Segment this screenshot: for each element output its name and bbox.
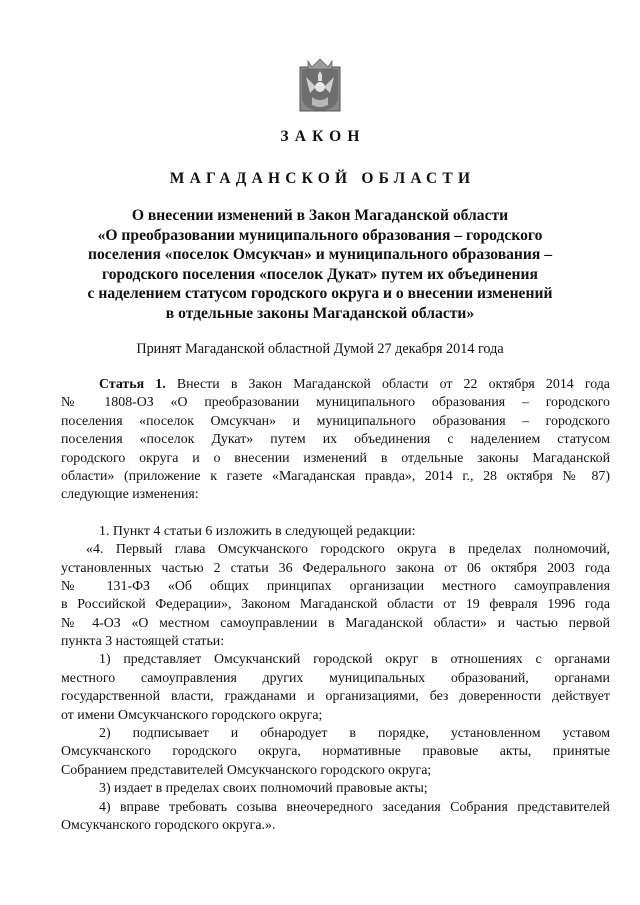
paragraph-4-line: № 4-ОЗ «О местном самоуправлении в Магаданской области» и частью первой [61, 615, 610, 631]
article-1-line: № 1808-ОЗ «О преобразовании муниципального образования – городского [61, 395, 610, 411]
paragraph-4-line: в Российской Федерации», Законом Магаданской области от 19 февраля 1996 года [61, 597, 610, 613]
article-1-line: области» (приложение к газете «Магаданская правда», 2014 г., 28 октября № 87) [61, 468, 610, 484]
title-line: городского поселения «поселок Дукат» путем их объединения [102, 265, 538, 283]
law-heading: ЗАКОН [280, 128, 366, 145]
article-1-line: следующие изменения: [61, 487, 199, 503]
title-line: с наделением статусом городского округа и о внесении изменений [87, 285, 553, 303]
subitem-1-line: местного самоуправления других муниципальных образований, органами [61, 670, 610, 686]
article-1-line: городского округа и о внесении изменений в отдельные законы Магаданской [61, 450, 610, 466]
paragraph-4-line: установленных частью 2 статьи 36 Федерального закона от 06 октября 2003 года [61, 560, 610, 576]
article-1-line: поселения «поселок Омсукчан» и муниципального образования – городского [61, 413, 610, 429]
law-body [61, 376, 610, 835]
subitem-3-line: 3) издает в пределах своих полномочий правовые акты; [99, 781, 428, 797]
subitem-1-line: от имени Омсукчанского городского округа; [61, 707, 323, 723]
law-title [40, 206, 600, 324]
subitem-2-line: 2) подписывает и обнародует в порядке, установленном уставом [99, 726, 610, 742]
article-1-line [61, 376, 610, 394]
subitem-1-line: государственной власти, гражданами и организациями, без доверенности действует [61, 689, 610, 705]
article-1-label: Статья 1. [99, 377, 166, 392]
title-line: в отдельные законы Магаданской области» [165, 304, 475, 322]
adoption-note: Принят Магаданской областной Думой 27 декабря 2014 года [136, 341, 504, 357]
subitem-2-line: Собранием представителей Омсукчанского городского округа; [61, 762, 432, 778]
title-line: О внесении изменений в Закон Магаданской области [131, 207, 509, 224]
region-heading: МАГАДАНСКОЙ ОБЛАСТИ [169, 170, 476, 187]
item-1-intro: 1. Пункт 4 статьи 6 изложить в следующей редакции: [99, 523, 416, 539]
subitem-4-line: 4) вправе требовать созыва внеочередного заседания Собрания представителей [99, 799, 610, 815]
title-line: «О преобразовании муниципального образования – городского [97, 226, 543, 244]
article-1-text: Внести в Закон Магаданской области от 22 октября 2014 года [176, 377, 610, 392]
paragraph-4-line: «4. Первый глава Омсукчанского городского округа в пределах полномочий, [86, 542, 610, 558]
title-line: поселения «поселок Омсукчан» и муниципального образования – [87, 246, 553, 264]
subitem-2-line: Омсукчанского городского округа, нормативные правовые акты, принятые [61, 744, 610, 760]
paragraph-4-line: пункта 3 настоящей статьи: [61, 634, 225, 650]
paragraph-gap [61, 505, 610, 523]
subitem-4-line: Омсукчанского городского округа.». [61, 817, 276, 833]
coat-of-arms-icon [298, 57, 342, 113]
article-1-line: поселения «поселок Дукат» путем их объединения с наделением статусом [61, 432, 610, 448]
subitem-1-line: 1) представляет Омсукчанский городской округ в отношениях с органами [99, 652, 610, 668]
paragraph-4-line: № 131-ФЗ «Об общих принципах организации местного самоуправления [61, 578, 610, 594]
